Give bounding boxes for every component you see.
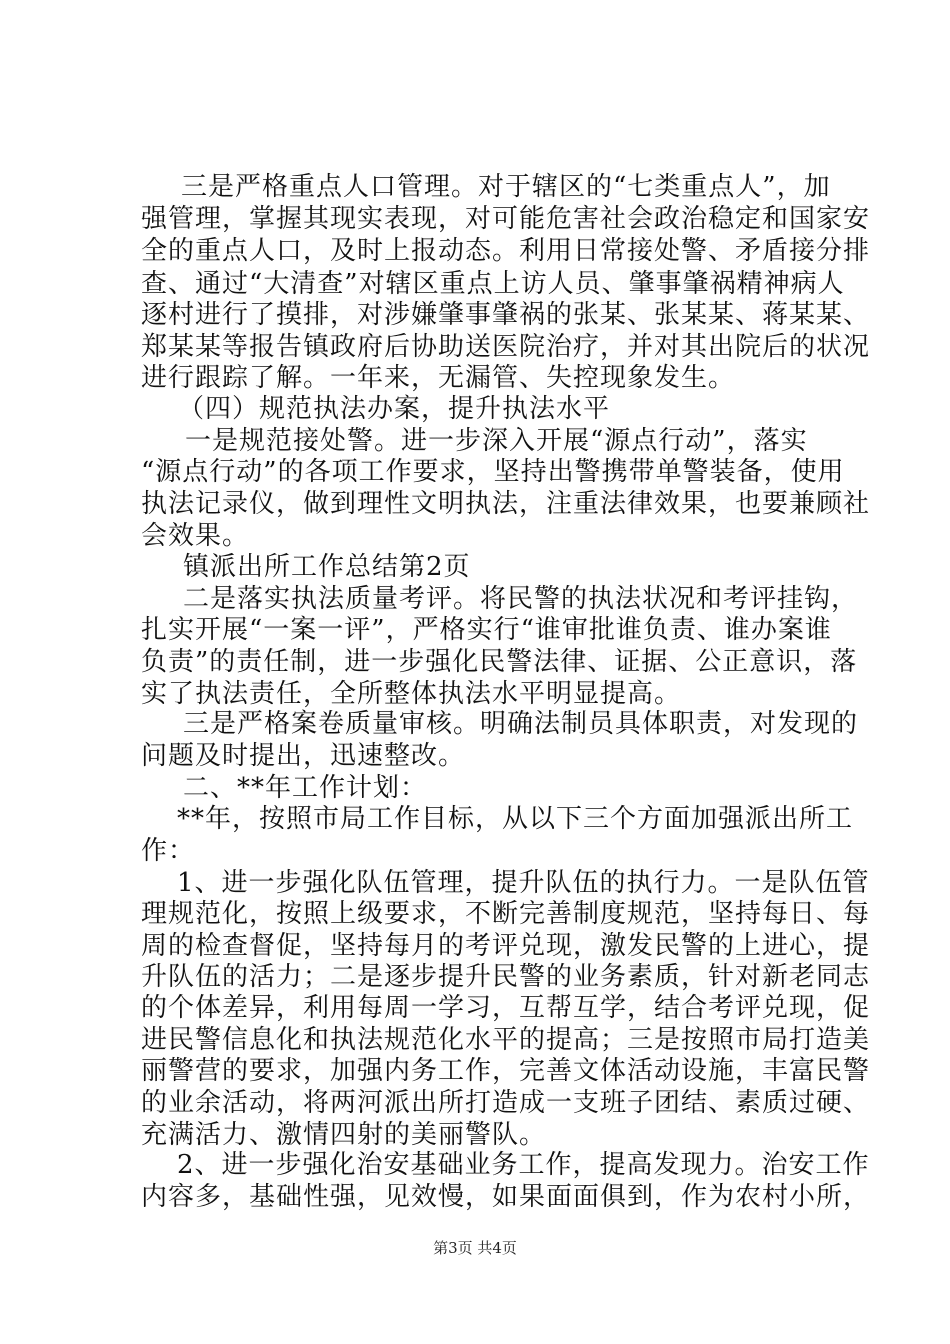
text-line: 强管理，掌握其现实表现，对可能危害社会政治稳定和国家安 xyxy=(141,204,871,234)
text-line: 执法记录仪，做到理性文明执法，注重法律效果，也要兼顾社 xyxy=(141,489,871,519)
text-line: 三是严格案卷质量审核。明确法制员具体职责，对发现的 xyxy=(183,709,859,739)
text-line: 内容多，基础性强，见效慢，如果面面俱到，作为农村小所， xyxy=(141,1182,871,1212)
text-line: 二是落实执法质量考评。将民警的执法状况和考评挂钩， xyxy=(183,584,859,614)
text-line: 1、进一步强化队伍管理，提升队伍的执行力。一是队伍管 xyxy=(177,868,870,898)
text-line: 进民警信息化和执法规范化水平的提高；三是按照市局打造美 xyxy=(141,1025,871,1055)
text-line: 三是严格重点人口管理。对于辖区的“七类重点人”，加 xyxy=(181,172,831,202)
page-footer: 第3页 共4页 xyxy=(433,1239,517,1257)
text-line: 丽警营的要求，加强内务工作，完善文体活动设施，丰富民警 xyxy=(141,1056,871,1086)
text-line: 扎实开展“一案一评”，严格实行“谁审批谁负责、谁办案谁 xyxy=(141,615,832,645)
text-line: 全的重点人口，及时上报动态。利用日常接处警、矛盾接分排 xyxy=(141,236,871,266)
text-line: 的个体差异，利用每周一学习，互帮互学，结合考评兑现，促 xyxy=(141,993,871,1023)
text-line: 进行跟踪了解。一年来，无漏管、失控现象发生。 xyxy=(141,363,736,393)
text-line: 一是规范接处警。进一步深入开展“源点行动”，落实 xyxy=(185,426,808,456)
text-line: 周的检查督促，坚持每月的考评兑现，激发民警的上进心，提 xyxy=(141,931,871,961)
text-line: 理规范化，按照上级要求，不断完善制度规范，坚持每日、每 xyxy=(141,899,871,929)
text-line: 的业余活动，将两河派出所打造成一支班子团结、素质过硬、 xyxy=(141,1088,871,1118)
section-heading: 二、**年工作计划： xyxy=(183,773,428,803)
text-line: 逐村进行了摸排，对涉嫌肇事肇祸的张某、张某某、蒋某某、 xyxy=(141,300,871,330)
text-line: 升队伍的活力；二是逐步提升民警的业务素质，针对新老同志 xyxy=(141,962,871,992)
section-heading: （四）规范执法办案，提升执法水平 xyxy=(178,394,611,424)
text-line: **年，按照市局工作目标，从以下三个方面加强派出所工 xyxy=(177,804,854,834)
page-note: 镇派出所工作总结第2页 xyxy=(183,552,471,582)
text-line: 负责”的责任制，进一步强化民警法律、证据、公正意识，落 xyxy=(141,647,858,677)
text-line: 作： xyxy=(141,836,196,866)
text-line: 郑某某等报告镇政府后协助送医院治疗，并对其出院后的状况 xyxy=(141,332,871,362)
text-line: 查、通过“大清查”对辖区重点上访人员、肇事肇祸精神病人 xyxy=(141,269,845,299)
text-line: 实了执法责任，全所整体执法水平明显提高。 xyxy=(141,679,682,709)
text-line: “源点行动”的各项工作要求，坚持出警携带单警装备，使用 xyxy=(141,457,845,487)
text-line: 会效果。 xyxy=(141,521,250,551)
text-line: 2、进一步强化治安基础业务工作，提高发现力。治安工作 xyxy=(177,1150,870,1180)
text-line: 充满活力、激情四射的美丽警队。 xyxy=(141,1120,547,1150)
text-line: 问题及时提出，迅速整改。 xyxy=(141,741,466,771)
